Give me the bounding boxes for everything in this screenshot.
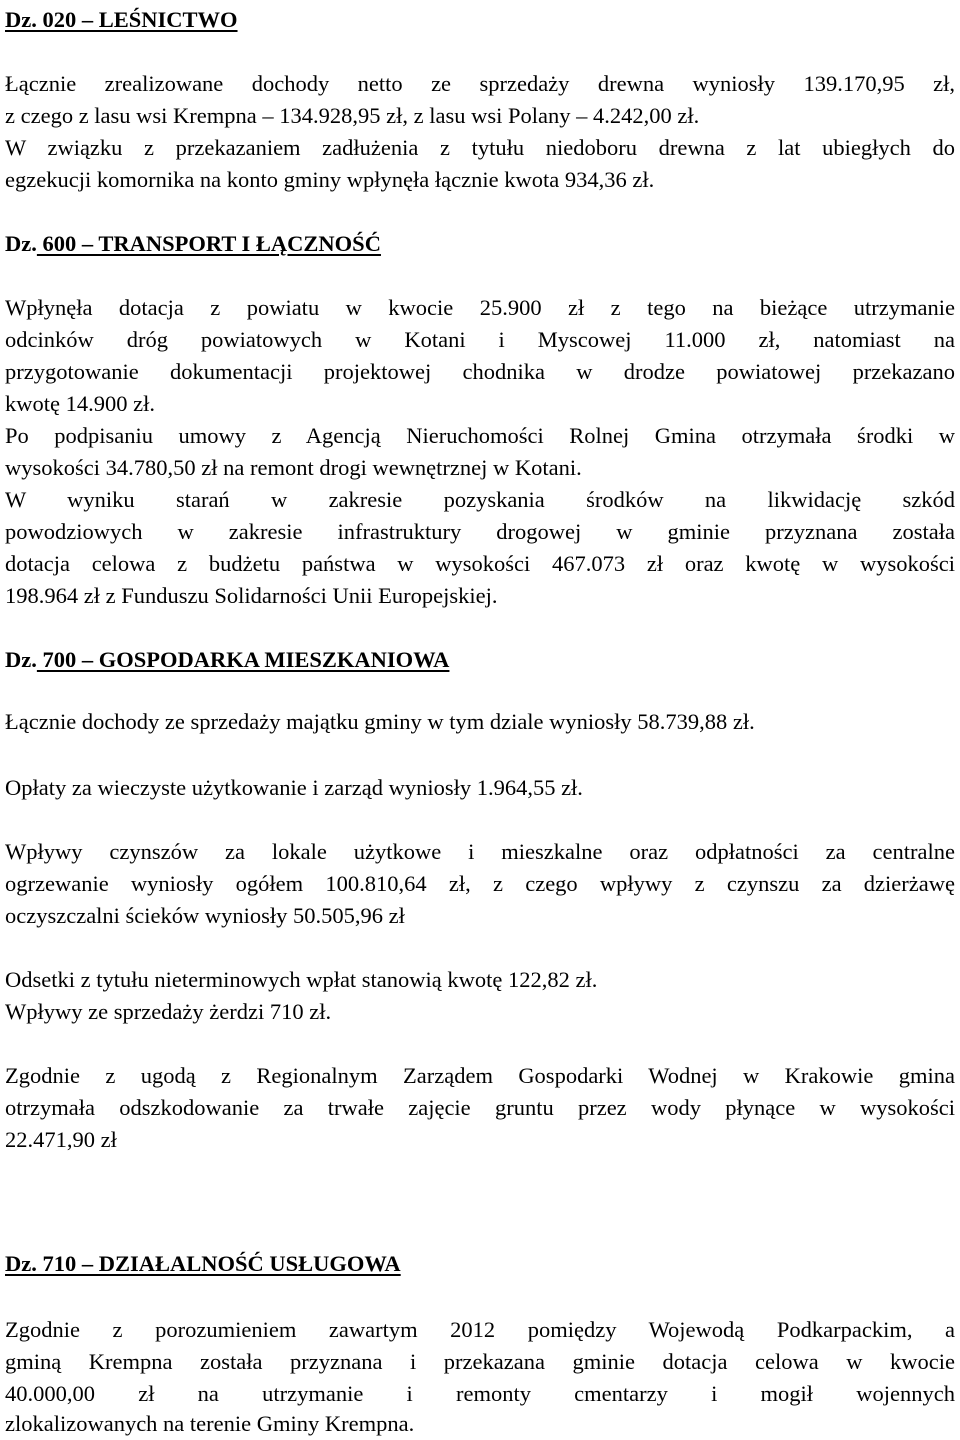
text-line: powodziowych w zakresie infrastruktury drogowej w gminie przyznana została [5, 519, 955, 544]
text-line: oczyszczalni ścieków wyniosły 50.505,96 zł [5, 903, 405, 928]
text-line: wysokości 34.780,50 zł na remont drogi wewnętrznej w Kotani. [5, 455, 582, 480]
text-line: Odsetki z tytułu nieterminowych wpłat stanowią kwotę 122,82 zł. [5, 967, 598, 992]
text-line: 40.000,00 zł na utrzymanie i remonty cmentarzy i mogił wojennych [5, 1381, 955, 1406]
text-line: gminą Krempna została przyznana i przekazana gminie dotacja celowa w kwocie [5, 1349, 955, 1374]
text-line: z czego z lasu wsi Krempna – 134.928,95 zł, z lasu wsi Polany – 4.242,00 zł. [5, 103, 700, 128]
text-line: W wyniku starań w zakresie pozyskania środków na likwidację szkód [5, 487, 955, 512]
text-line: egzekucji komornika na konto gminy wpłynęła łącznie kwota 934,36 zł. [5, 167, 655, 192]
text-line: Wpłynęła dotacja z powiatu w kwocie 25.900 zł z tego na bieżące utrzymanie [5, 295, 955, 320]
text-line: W związku z przekazaniem zadłużenia z tytułu niedoboru drewna z lat ubiegłych do [5, 135, 955, 160]
text-line: 22.471,90 zł [5, 1127, 117, 1152]
text-line: dotacja celowa z budżetu państwa w wysokości 467.073 zł oraz kwotę w wysokości [5, 551, 955, 576]
text-line: otrzymała odszkodowanie za trwałe zajęcie gruntu przez wody płynące w wysokości [5, 1095, 955, 1120]
text-line: ogrzewanie wyniosły ogółem 100.810,64 zł, z czego wpływy z czynszu za dzierżawę [5, 871, 955, 896]
text-line: Łącznie dochody ze sprzedaży majątku gminy w tym dziale wyniosły 58.739,88 zł. [5, 709, 755, 734]
text-line: Opłaty za wieczyste użytkowanie i zarząd wyniosły 1.964,55 zł. [5, 775, 583, 800]
section-heading-transport [5, 230, 381, 258]
text-line: zlokalizowanych na terenie Gminy Krempna. [5, 1411, 415, 1436]
heading-title: 700 – GOSPODARKA MIESZKANIOWA [36, 647, 450, 672]
text-line: Łącznie zrealizowane dochody netto ze sprzedaży drewna wyniosły 139.170,95 zł, [5, 71, 955, 96]
section-heading-lesnictwo: Dz. 020 – LEŚNICTWO [5, 7, 238, 32]
text-line: Zgodnie z ugodą z Regionalnym Zarządem Gospodarki Wodnej w Krakowie gmina [5, 1063, 955, 1088]
text-line: Wpływy czynszów za lokale użytkowe i mieszkalne oraz odpłatności za centralne [5, 839, 955, 864]
text-line: Wpływy ze sprzedaży żerdzi 710 zł. [5, 999, 332, 1024]
text-line: Po podpisaniu umowy z Agencją Nieruchomości Rolnej Gmina otrzymała środki w [5, 423, 955, 448]
heading-prefix: Dz. [5, 647, 37, 672]
text-line: Zgodnie z porozumieniem zawartym 2012 pomiędzy Wojewodą Podkarpackim, a [5, 1317, 955, 1342]
heading-prefix: Dz. [5, 231, 37, 256]
section-heading-gospodarka [5, 646, 449, 674]
heading-title: 600 – TRANSPORT I ŁĄCZNOŚĆ [36, 231, 381, 256]
section-heading-uslugowa: Dz. 710 – DZIAŁALNOŚĆ USŁUGOWA [5, 1251, 401, 1276]
text-line: kwotę 14.900 zł. [5, 391, 155, 416]
text-line: odcinków dróg powiatowych w Kotani i Myscowej 11.000 zł, natomiast na [5, 327, 955, 352]
text-line: 198.964 zł z Funduszu Solidarności Unii Europejskiej. [5, 583, 498, 608]
text-line: przygotowanie dokumentacji projektowej chodnika w drodze powiatowej przekazano [5, 359, 955, 384]
